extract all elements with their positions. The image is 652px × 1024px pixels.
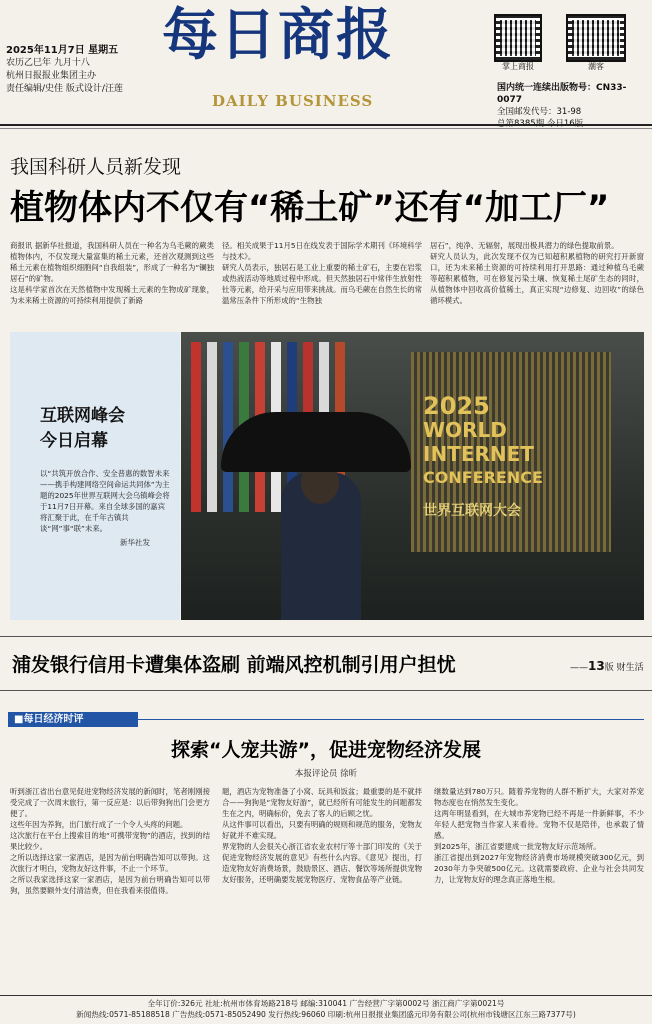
story1-column-1: 商报讯 据新华社报道，我国科研人员在一种名为乌毛蕨的蕨类植物体内，不仅发现大量富集的稀土元素，还首次观测到这些稀土元素在植物组织细胞间“自我组装”，形成了一种名为“镧独居石”的矿物。 这是科学家首次在天然植物中发现稀土元素的生物成矿现象，为未来稀土资源的可持续利用提供了新路 — [10, 241, 214, 305]
section-rule — [0, 690, 652, 691]
editorial-band-line — [138, 719, 644, 720]
publisher-line: 杭州日报报业集团主办 — [6, 71, 97, 81]
conference-screen-text — [423, 394, 543, 490]
masthead-title-en: DAILY BUSINESS — [212, 92, 374, 110]
story2-page-ref[interactable] — [570, 659, 644, 673]
page-ref-prefix: —— — [570, 663, 588, 673]
issn-line: 国内统一连续出版物号：CN33-0077 — [497, 83, 627, 105]
umbrella-image — [221, 412, 411, 472]
page-ref-number: 13 — [588, 659, 605, 673]
footer — [6, 998, 646, 1020]
photo-story-title-line-1: 互联网峰会 — [40, 406, 125, 426]
publication-info — [497, 82, 649, 130]
qr-code-app[interactable] — [494, 14, 548, 72]
flag-image — [223, 342, 233, 512]
flag-image — [191, 342, 201, 512]
masthead-rule — [0, 124, 652, 126]
page-ref-suffix: 版 财生活 — [604, 663, 644, 673]
photo-story-text: 以“共筑开放合作、安全普惠的数智未来——携手构建网络空间命运共同体”为主题的2025年世界互联网大会乌镇峰会将于11月7日开幕。来自全球多国的嘉宾将汇聚于此，在千年古镇共谈“网”事“联”未来。 — [40, 469, 170, 533]
qr-code-chaoke[interactable] — [566, 14, 626, 72]
editorial-section-band: ■每日经济时评 — [8, 712, 138, 727]
footer-line-1: 全年订价:326元 社址:杭州市体育场路218号 邮编:310041 广告经营广字第0002号 浙江商广字第0021号 — [147, 999, 505, 1008]
editorial-byline: 本报评论员 徐昕 — [294, 769, 358, 779]
qr-code-icon — [494, 14, 542, 62]
footer-line-2: 新闻热线:0571-85188518 广告热线:0571-85052490 发行热线:96060 印刷:杭州日报报业集团盛元印务有限公司(杭州市钱塘区江东三路7377号) — [76, 1010, 576, 1019]
conference-screen-cn: 世界互联网大会 — [423, 503, 521, 519]
editor-line: 责任编辑/史佳 版式设计/汪莲 — [6, 84, 123, 94]
masthead-title: 每日商报 — [162, 2, 394, 68]
story2-headline: 浦发银行信用卡遭集体盗刷 前端风控机制引用户担忧 — [12, 654, 456, 676]
photo-story-title-line-2: 今日启幕 — [40, 431, 108, 451]
story1-kicker: 我国科研人员新发现 — [10, 156, 182, 178]
section-rule — [0, 636, 652, 637]
lunar-date-line: 农历乙巳年 九月十八 — [6, 58, 90, 68]
flag-image — [207, 342, 217, 512]
photo-story-title — [40, 404, 125, 454]
editorial-column-3: 继数量达到780万只。随着养宠物的人群不断扩大，大家对养宠物态度也在悄然发生变化。 这两年明显看到，在大城市养宠物已经不再是一件新鲜事，不少年轻人把宠物当作家人来看待。宠物不仅是陪伴，也承载了情感。 到2025年，浙江省要建成一批宠物友好示范场所。 浙江省提出到2027年宠物经济消费市场规模突破300亿元，到2030年力争突破500亿元。这就需要政府、企业与社会共同发力，让宠物友好的理念真正落地生根。 — [434, 787, 644, 884]
story1-column-2: 径。相关成果于11月5日在线发表于国际学术期刊《环境科学与技术》。 研究人员表示，独居石是工业上重要的稀土矿石，主要在岩浆或热液活动等地质过程中形成。但天然独居石中常伴生放射性钍等元素，给开采与应用带来挑战。而乌毛蕨在自然生长的常温常压条件下所形成的“生物独 — [222, 241, 422, 305]
masthead-date-block — [6, 44, 156, 96]
qr-label-chaoke: 潮客 — [588, 62, 604, 71]
screen-word: WORLD — [423, 418, 507, 442]
date-line: 2025年11月7日 星期五 — [6, 45, 119, 56]
postal-code-line: 全国邮发代号：31-98 — [497, 107, 582, 117]
screen-year: 2025 — [423, 392, 490, 420]
editorial-column-1: 听到浙江省出台意见促进宠物经济发展的新闻时，笔者刚刚接受完成了一次周末旅行，第一反应是：以后带狗狗出门会更方便了。 这些年因为养狗，出门旅行成了一个令人头疼的问题。 这次旅行在平台上搜索目的地“可携带宠物”的酒店，找到的结果比较少。 之所以选择这家一家酒店，是因为前台明确告知可以带狗。这次旅行才明白，宠物友好这件事，不止一个环节。 之所以我家选择这家一家酒店，是因为前台明确告知可以带狗，虽然要额外支付清洁费，但在我看来很值得。 — [10, 787, 210, 895]
screen-word: INTERNET — [423, 442, 534, 466]
editorial-column-2: 题，酒店为宠物准备了小窝、玩具和饭盆；最重要的是不就拌合——狗狗是“宠物友好游”，就已经所有可能发生的问题都发生在之内，明确标价，免去了客人的后顾之忧。 从这件事可以看出，只要有明确的规则和规范的服务，宠物友好就并不难实现。 界宠物的人会很关心浙江省农业农村厅等十部门印发的《关于促进宠物经济发展的意见》有些什么内容。《意见》提出，打造宠物友好消费场景，鼓励景区、酒店、餐饮等场所提供宠物友好服务，还明确要发展宠物医疗、宠物食品等产业链。 — [222, 787, 422, 884]
screen-word: CONFERENCE — [423, 468, 543, 487]
news-photo — [181, 332, 644, 620]
story1-headline: 植物体内不仅有“稀土矿”还有“加工厂” — [10, 188, 610, 228]
masthead-rule-thin — [0, 128, 652, 129]
story1-column-3: 居石”，纯净、无辐射，展现出极具潜力的绿色提取前景。 研究人员认为，此次发现不仅为已知超积累植物的研究打开新窗口，还为未来稀土资源的可持续利用打开思路：通过种植乌毛蕨等超积累植物，可在修复污染土壤、恢复稀土尾矿生态的同时，从植物体中回收高价值稀土，真正实现“边修复、边回收”的绿色循环模式。 — [430, 241, 644, 305]
qr-code-icon — [566, 14, 626, 62]
footer-rule — [0, 995, 652, 996]
photo-story-source: 新华社发 — [120, 538, 150, 547]
qr-label-app: 掌上商报 — [502, 62, 534, 71]
editorial-headline: 探索“人宠共游”，促进宠物经济发展 — [171, 739, 481, 761]
